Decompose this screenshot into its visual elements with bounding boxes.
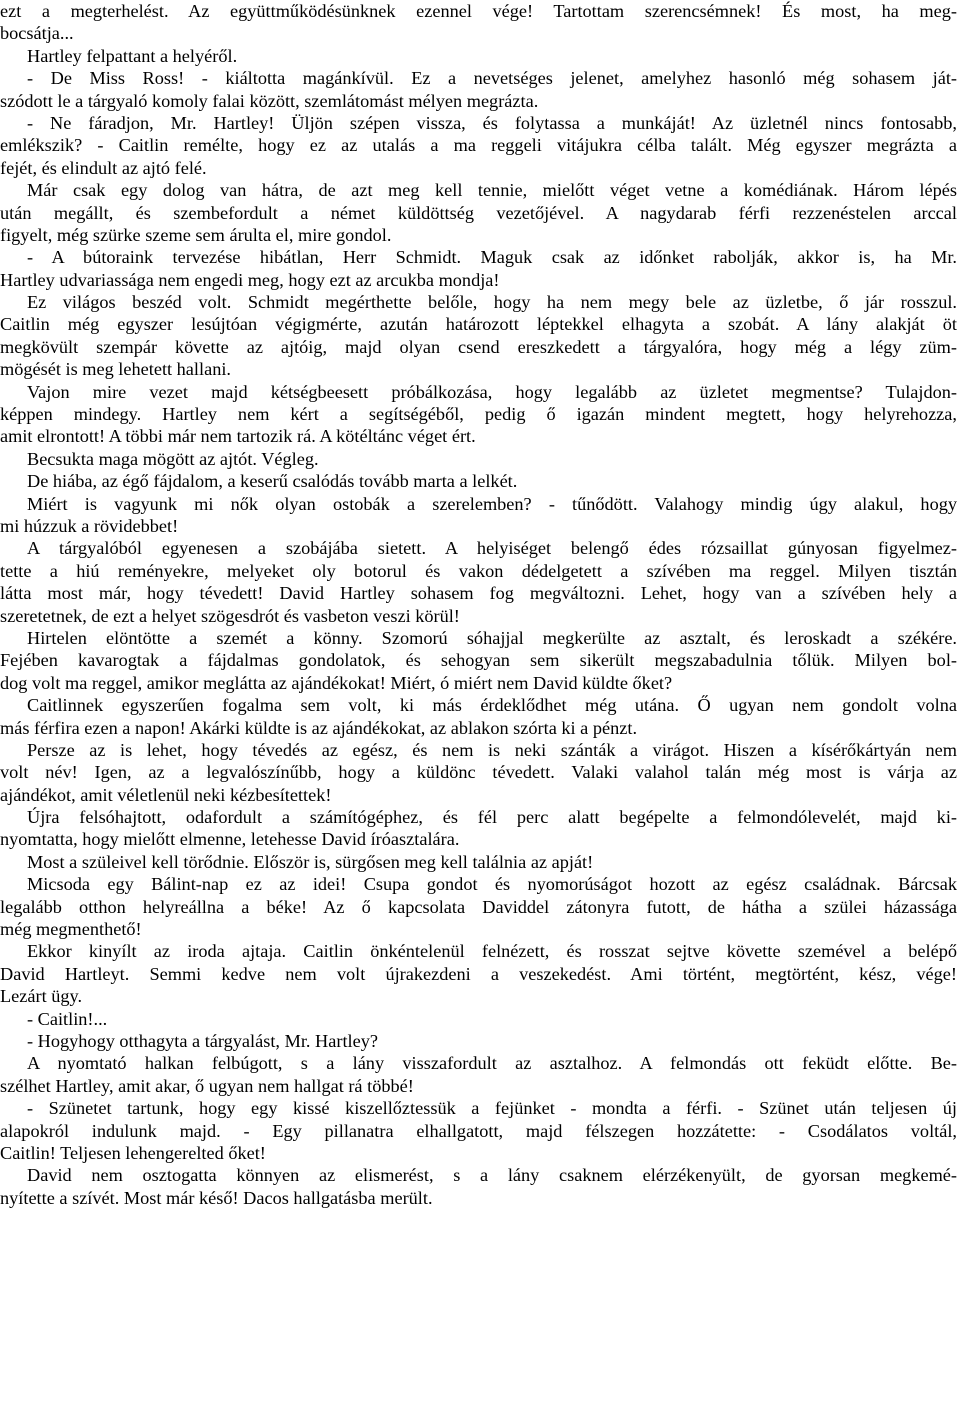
text-line: Hartley felpattant a helyéről. xyxy=(27,45,238,66)
text-line: Caitlin! Teljesen lehengerelted őket! xyxy=(0,1142,266,1163)
text-line: megkövült szempár követte az ajtóig, majd olyan csend ereszkedett a tárgyalóra, hogy még a légy züm- xyxy=(0,336,957,357)
text-line: amit elrontott! A többi már nem tartozik rá. A kötéltánc véget ért. xyxy=(0,426,476,447)
text-line: Hirtelen elöntötte a szemét a könny. Szomorú sóhajjal megkerülte az asztalt, és leroskadt a székére. xyxy=(27,627,957,648)
text-line: Lezárt ügy. xyxy=(0,986,83,1007)
text-line: - De Miss Ross! - kiáltotta magánkívül. Ez a nevetséges jelenet, amelyhez hasonló még sohasem ját- xyxy=(27,68,957,89)
text-line: Fejében kavarogtak a fájdalmas gondolatok, és sehogyan sem sikerült megszabadulnia tőlük. Milyen bol- xyxy=(0,650,957,671)
text-line: Micsoda egy Bálint-nap ez az idei! Csupa gondot és nyomorúságot hozott az egész családnak. Bárcsak xyxy=(27,874,957,895)
text-line: Újra felsóhajtott, odafordult a számítógéphez, és fél perc alatt begépelte a felmondólevelét, majd ki- xyxy=(27,807,957,828)
text-line: nyítette a szívét. Most már késő! Dacos hallgatásba merült. xyxy=(0,1187,433,1208)
text-line: - Hogyhogy otthagyta a tárgyalást, Mr. Hartley? xyxy=(27,1030,378,1051)
text-line: más férfira ezen a napon! Akárki küldte is az ajándékokat, az ablakon szórta ki a pénzt. xyxy=(0,717,638,738)
text-line: nyomtatta, hogy mielőtt elmenne, letehesse David íróasztalára. xyxy=(0,829,460,850)
text-line: után megállt, és szembefordult a német küldöttség vezetőjével. A nagydarab férfi rezzenéstelen arccal xyxy=(0,202,957,223)
text-line: emlékszik? - Caitlin remélte, hogy ez az utalás a ma reggeli vitájukra célba talált. Még egyszer megrázta a xyxy=(0,135,957,156)
text-line: bocsátja... xyxy=(0,23,74,44)
text-line: szódott le a tárgyaló komoly falai között, szemlátomást mélyen megrázta. xyxy=(0,90,539,111)
text-line: - A bútoraink tervezése hibátlan, Herr Schmidt. Maguk csak az időnket rabolják, akkor is, ha Mr. xyxy=(27,247,957,268)
text-line: Most a szüleivel kell törődnie. Először is, sürgősen meg kell találnia az apját! xyxy=(27,851,594,872)
text-line: Miért is vagyunk mi nők olyan ostobák a szerelemben? - tűnődött. Valahogy mindig úgy alakul, hogy xyxy=(27,493,957,514)
text-line: Már csak egy dolog van hátra, de azt meg kell tennie, mielőtt véget vetne a komédiának. Három lépés xyxy=(27,180,957,201)
text-line: Caitlinnek egyszerűen fogalma sem volt, ki más érdeklődhet még utána. Ő ugyan nem gondolt volna xyxy=(27,695,957,716)
text-line: képpen mindegy. Hartley nem kért a segítségéből, pedig ő igazán mindent megtett, hogy helyrehozza, xyxy=(0,404,957,425)
text-line: - Caitlin!... xyxy=(27,1008,108,1029)
text-line: fejét, és elindult az ajtó felé. xyxy=(0,157,207,178)
text-line: David Hartleyt. Semmi kedve nem volt újrakezdeni a veszekedést. Ami történt, megtörtént, kész, vége! xyxy=(0,963,957,984)
text-line: szélhet Hartley, amit akar, ő ugyan nem hallgat rá többé! xyxy=(0,1075,414,1096)
text-line: mi húzzuk a rövidebbet! xyxy=(0,515,179,536)
text-line: David nem osztogatta könnyen az elismerést, s a lány csaknem elérzékenyült, de gyorsan megkemé- xyxy=(27,1165,957,1186)
text-line: figyelt, még szürke szeme sem árulta el, mire gondol. xyxy=(0,224,392,245)
text-line: mögését is meg lehetett hallani. xyxy=(0,359,231,380)
text-line: Hartley udvariassága nem engedi meg, hogy ezt az arcukba mondja! xyxy=(0,269,500,290)
text-line: dog volt ma reggel, amikor meglátta az ajándékokat! Miért, ó miért nem David küldte őket? xyxy=(0,672,673,693)
text-line: Vajon mire vezet majd kétségbeesett próbálkozása, hogy legalább az üzletet megmentse? Tulajdon- xyxy=(27,381,957,402)
text-line: - Szünetet tartunk, hogy egy kissé kiszellőztessük a fejünket - mondta a férfi. - Szünet után teljesen új xyxy=(27,1098,957,1119)
text-line: De hiába, az égő fájdalom, a keserű csalódás tovább marta a lelkét. xyxy=(27,471,518,492)
text-line: tette a hiú reményekre, melyeket oly botorul és vakon dédelgetett a szívében ma reggel. Milyen tisztán xyxy=(0,560,957,581)
text-line: Caitlin még egyszer lesújtóan végigmérte, azután határozott léptekkel elhagyta a szobát. A lány alakját öt xyxy=(0,314,957,335)
text-line: volt név! Igen, az a legvalószínűbb, hogy a küldönc tévedett. Valaki valahol talán még most is várja az xyxy=(0,762,957,783)
text-line: Ez világos beszéd volt. Schmidt megérthette belőle, hogy ha nem megy bele az üzletbe, ő jár rosszul. xyxy=(27,292,957,313)
text-line: A tárgyalóból egyenesen a szobájába sietett. A helyiséget belengő édes rózsaillat gúnyosan figyelmez- xyxy=(27,538,957,559)
text-line: A nyomtató halkan felbúgott, s a lány visszafordult az asztalhoz. A felmondás ott feküdt előtte. Be- xyxy=(27,1053,957,1074)
text-line: ajándékot, amit véletlenül neki kézbesítettek! xyxy=(0,784,332,805)
text-line: - Ne fáradjon, Mr. Hartley! Üljön szépen vissza, és folytassa a munkáját! Az üzletnél nincs fontosabb, xyxy=(27,112,957,133)
text-line: alapokról indulunk majd. - Egy pillanatra elhallgatott, majd félszegen hozzátette: - Csodálatos voltál, xyxy=(0,1120,957,1141)
text-line: Becsukta maga mögött az ajtót. Végleg. xyxy=(27,448,319,469)
text-line: ezt a megterhelést. Az együttműködésünknek ezennel vége! Tartottam szerencsémnek! És most, ha meg- xyxy=(0,1,957,21)
text-line: még megmenthető! xyxy=(0,919,142,940)
text-line: szeretetnek, de ezt a helyet szögesdrót és vasbeton veszi körül! xyxy=(0,605,460,626)
text-line: Ekkor kinyílt az iroda ajtaja. Caitlin önkéntelenül felnézett, és rosszat sejtve követte szemével a belépő xyxy=(27,941,957,962)
text-line: legalább otthon helyreállna a béke! Az ő kapcsolata Daviddel zátonyra futott, de hátha a szülei házassága xyxy=(0,896,957,917)
text-line: Persze az is lehet, hogy tévedés az egész, és nem is neki szánták a virágot. Hiszen a kísérőkártyán nem xyxy=(27,739,957,760)
text-line: látta most már, hogy tévedett! David Hartley sohasem fog megváltozni. Lehet, hogy van a szívében hely a xyxy=(0,583,957,604)
